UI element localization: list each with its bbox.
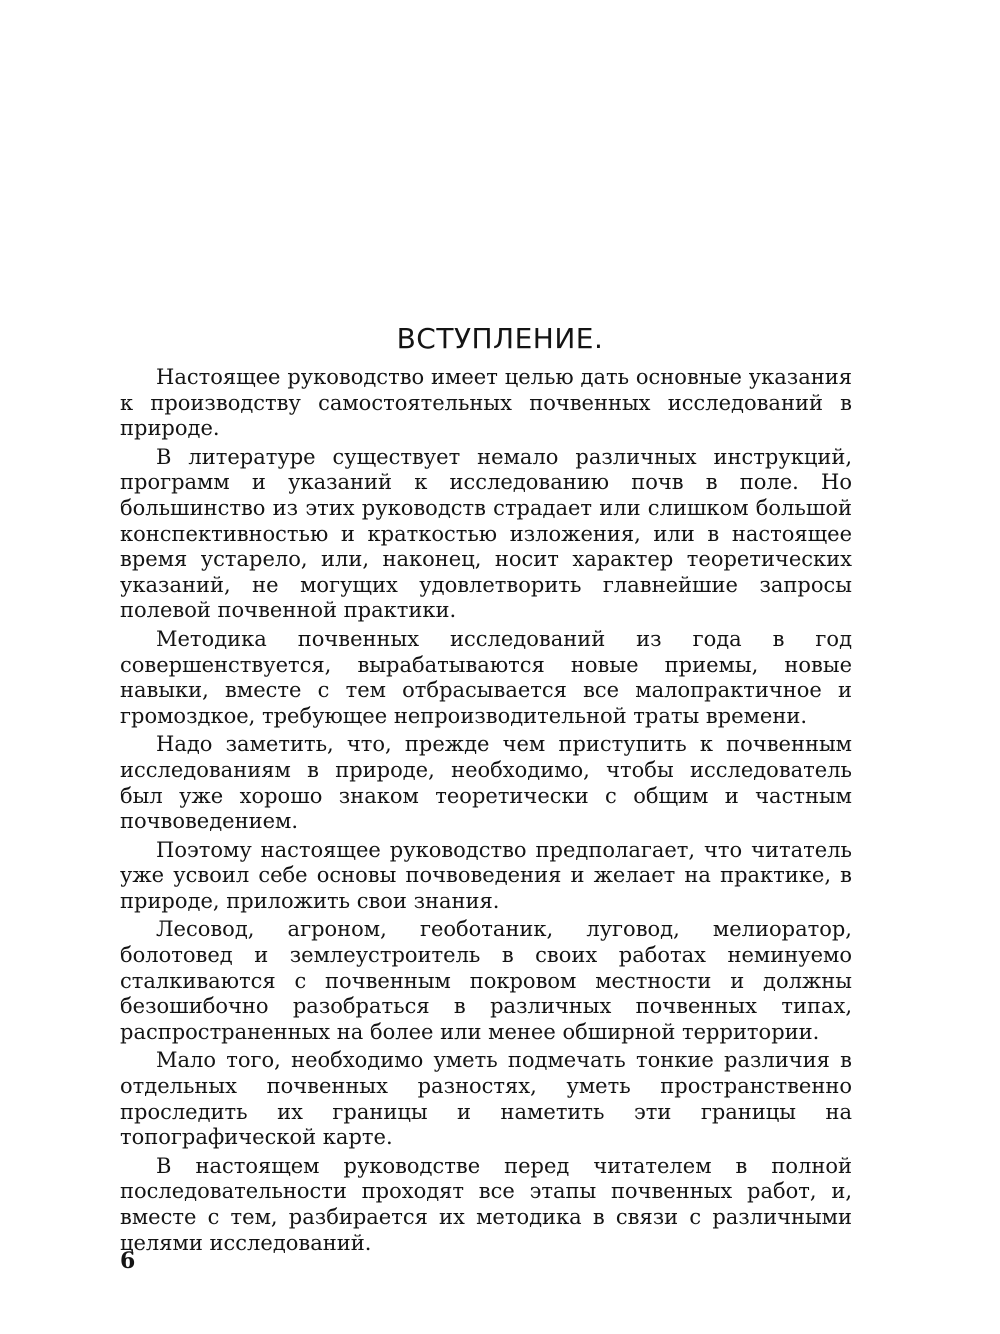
- paragraph: Методика почвенных исследований из года в год совершенствуется, вырабатываются новые приемы, новые навыки, вместе с тем отбрасывается все малопрактичное и громоздкое, требующее непроизводительной траты времени.: [120, 626, 852, 728]
- page-number: 6: [120, 1248, 136, 1274]
- paragraph: Лесовод, агроном, геоботаник, луговод, мелиоратор, болотовед и землеустроитель в своих работах неминуемо сталкиваются с почвенным покровом местности и должны безошибочно разобраться в различных почвенных типах, распространенных на более или менее обширной территории.: [120, 917, 852, 1044]
- paragraph: Мало того, необходимо уметь подмечать тонкие различия в отдельных почвенных разностях, уметь пространственно проследить их границы и наметить эти границы на топографической карте.: [120, 1048, 852, 1150]
- paragraph: Надо заметить, что, прежде чем приступить к почвенным исследованиям в природе, необходимо, чтобы исследователь был уже хорошо знаком теоретически с общим и частным почвоведением.: [120, 732, 852, 834]
- paragraph: Настоящее руководство имеет целью дать основные указания к производству самостоятельных почвенных исследований в природе.: [120, 365, 852, 441]
- paragraph: В литературе существует немало различных инструкций, программ и указаний к исследованию почв в поле. Но большинство из этих руководств страдает или слишком большой конспективностью и краткостью изложения, или в настоящее время устарело, или, наконец, носит характер теоретических указаний, не могущих удовлетворить главнейшие запросы полевой почвенной практики.: [120, 444, 852, 623]
- page-title: ВСТУПЛЕНИЕ.: [396, 322, 604, 355]
- paragraph: Поэтому настоящее руководство предполагает, что читатель уже усвоил себе основы почвоведения и желает на практике, в природе, приложить свои знания.: [120, 837, 852, 913]
- paragraph: В настоящем руководстве перед читателем в полной последовательности проходят все этапы почвенных работ, и, вместе с тем, разбирается их методика в связи с различными целями исследований.: [120, 1153, 852, 1255]
- body-text: [120, 365, 852, 1259]
